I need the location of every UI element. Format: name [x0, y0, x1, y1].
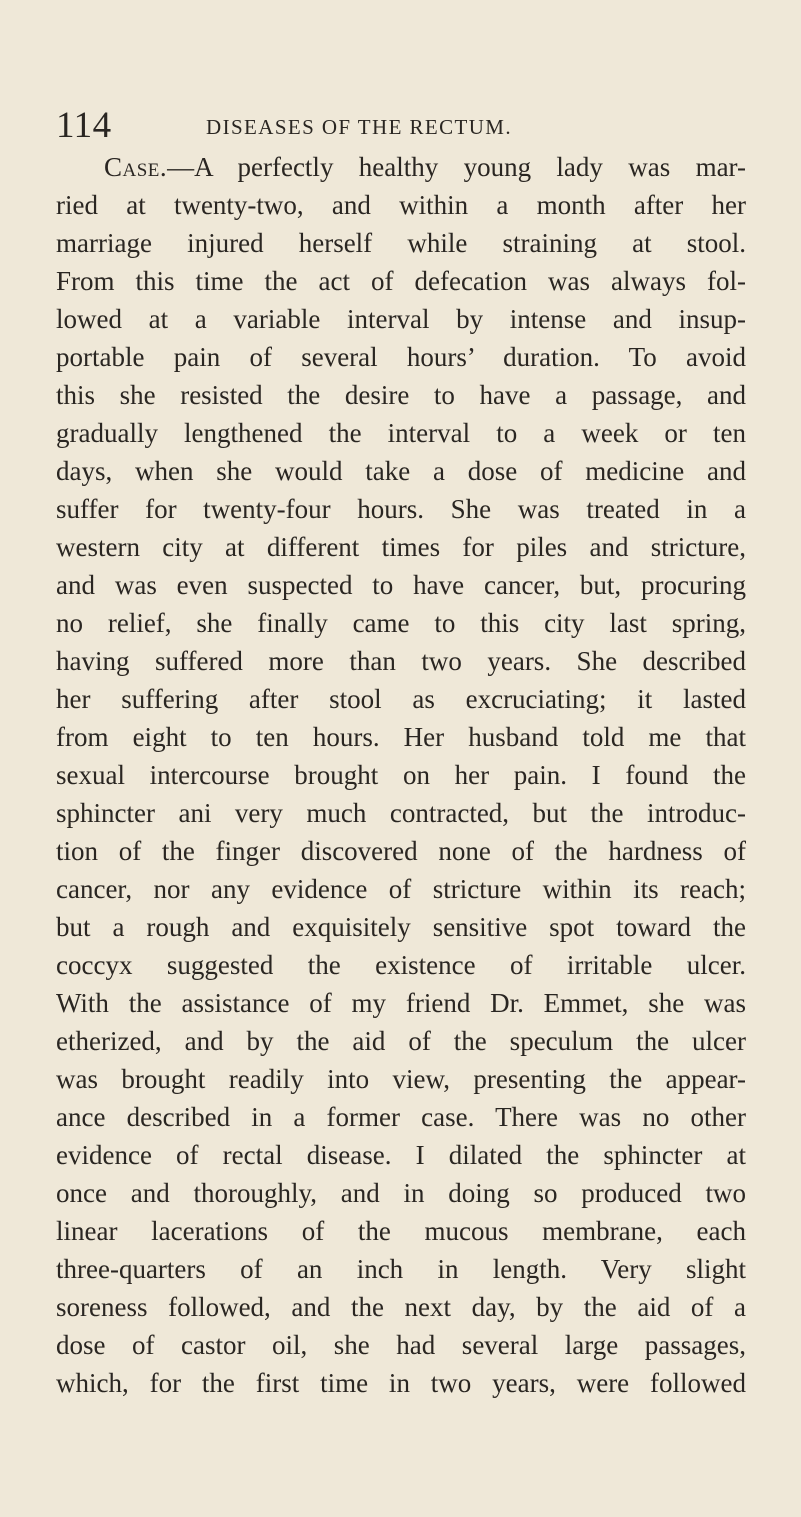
text-line: ance described in a former case. There was no other	[56, 1102, 746, 1132]
text-line: cancer, nor any evidence of stricture within its reach;	[56, 874, 746, 904]
text-line: ried at twenty-two, and within a month after her	[56, 190, 746, 220]
text-line: gradually lengthened the interval to a week or ten	[56, 418, 746, 448]
page-number: 114	[56, 105, 112, 146]
body-text	[56, 148, 746, 1402]
running-head	[56, 104, 746, 148]
text-line: suffer for twenty-four hours. She was treated in a	[56, 494, 746, 524]
text-line: from eight to ten hours. Her husband told me that	[56, 722, 746, 752]
text-line: sexual intercourse brought on her pain. I found the	[56, 760, 746, 790]
text-line: etherized, and by the aid of the speculum the ulcer	[56, 1026, 746, 1056]
case-label: Case.	[104, 152, 168, 182]
text-line: evidence of rectal disease. I dilated the sphincter at	[56, 1140, 746, 1170]
text-line: soreness followed, and the next day, by the aid of a	[56, 1292, 746, 1322]
text-line: coccyx suggested the existence of irritable ulcer.	[56, 950, 746, 980]
text-line: sphincter ani very much contracted, but the introduc-	[56, 798, 746, 828]
text-line: portable pain of several hours’ duration. To avoid	[56, 342, 746, 372]
text-line: her suffering after stool as excruciating; it lasted	[56, 684, 746, 714]
text-line: days, when she would take a dose of medicine and	[56, 456, 746, 486]
text-line: having suffered more than two years. She described	[56, 646, 746, 676]
text-line: this she resisted the desire to have a passage, and	[56, 380, 746, 410]
text-line: but a rough and exquisitely sensitive spot toward the	[56, 912, 746, 942]
text-line: once and thoroughly, and in doing so produced two	[56, 1178, 746, 1208]
text-line: was brought readily into view, presenting the appear-	[56, 1064, 746, 1094]
text-line: lowed at a variable interval by intense and insup-	[56, 304, 746, 334]
text-line: western city at different times for piles and stricture,	[56, 532, 746, 562]
text-line: and was even suspected to have cancer, but, procuring	[56, 570, 746, 600]
text-line: which, for the first time in two years, were followed	[56, 1368, 746, 1398]
text-line: no relief, she finally came to this city last spring,	[56, 608, 746, 638]
text-line: linear lacerations of the mucous membrane, each	[56, 1216, 746, 1246]
text-line: three-quarters of an inch in length. Very slight	[56, 1254, 746, 1284]
text-line: From this time the act of defecation was always fol-	[56, 266, 746, 296]
text-line: tion of the finger discovered none of the hardness of	[56, 836, 746, 866]
text-line	[56, 148, 746, 186]
first-line-text: —A perfectly healthy young lady was mar-	[167, 152, 746, 182]
text-line: With the assistance of my friend Dr. Emmet, she was	[56, 988, 746, 1018]
text-line: marriage injured herself while straining at stool.	[56, 228, 746, 258]
text-line: dose of castor oil, she had several large passages,	[56, 1330, 746, 1360]
running-title: DISEASES OF THE RECTUM.	[206, 115, 513, 139]
